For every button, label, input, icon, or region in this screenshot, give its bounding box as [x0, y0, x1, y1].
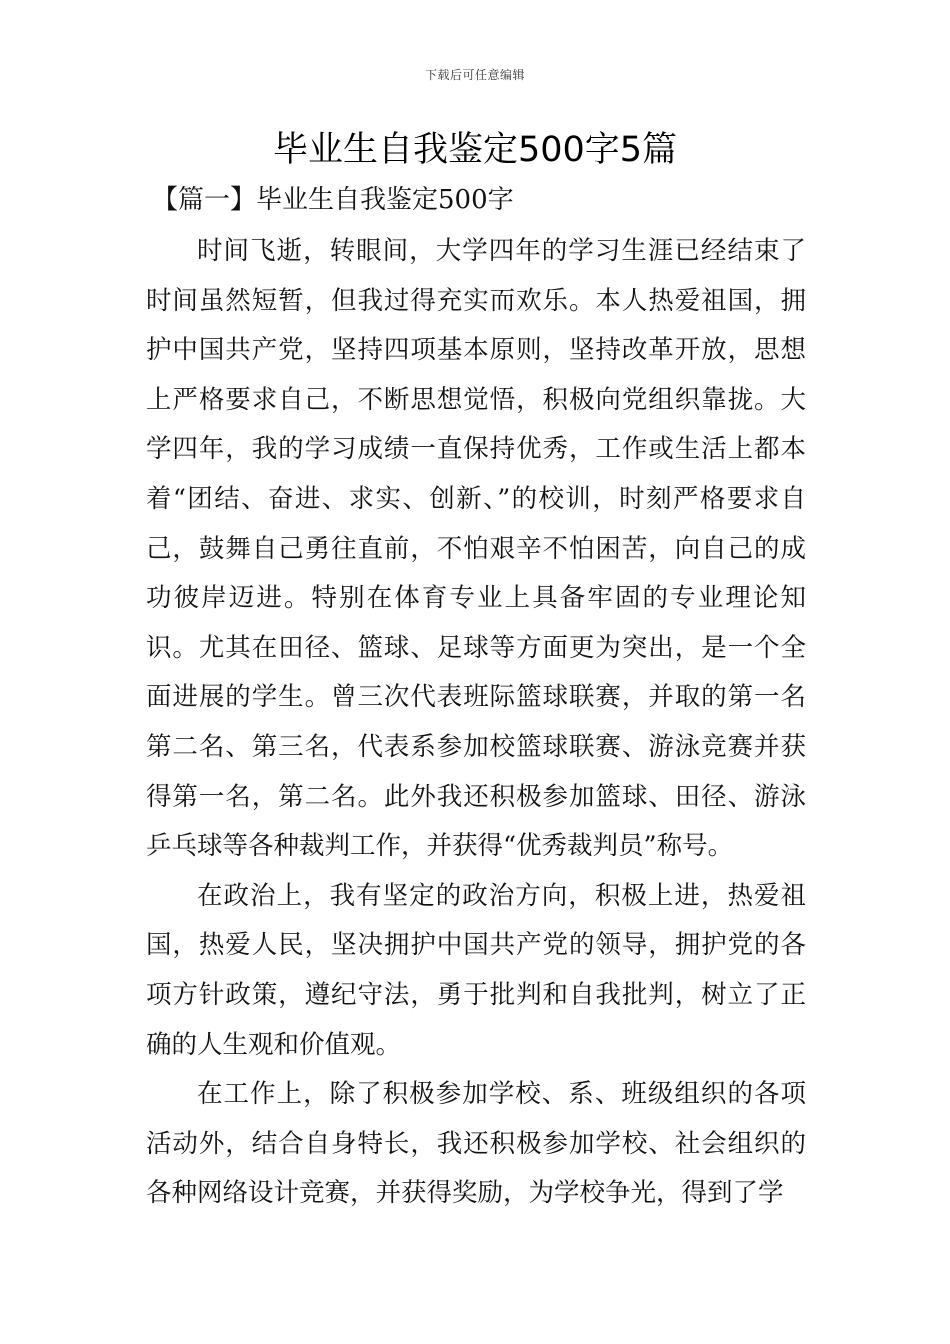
- paragraph-2: 在政治上，我有坚定的政治方向，积极上进，热爱祖国，热爱人民，坚决拥护中国共产党的领导，拥护党的各项方针政策，遵纪守法，勇于批判和自我批判，树立了正确的人生观和价值观。: [146, 880, 806, 1060]
- paragraph-1: 时间飞逝，转眼间，大学四年的学习生涯已经结束了时间虽然短暂，但我过得充实而欢乐。本人热爱祖国，拥护中国共产党，坚持四项基本原则，坚持改革开放，思想上严格要求自己，不断思想觉悟，积极向党组织靠拢。大学四年，我的学习成绩一直保持优秀，工作或生活上都本着“团结、奋进、求实、创新、”的校训，时刻严格要求自己，鼓舞自己勇往直前，不怕艰辛不怕困苦，向自己的成功彼岸迈进。特别在体育专业上具备牢固的专业理论知识。尤其在田径、篮球、足球等方面更为突出，是一个全面进展的学生。曾三次代表班际篮球联赛，并取的第一名第二名、第三名，代表系参加校篮球联赛、游泳竞赛并获得第一名，第二名。此外我还积极参加篮球、田径、游泳乒乓球等各种裁判工作，并获得“优秀裁判员”称号。: [146, 236, 806, 862]
- header-note: 下载后可任意编辑: [424, 68, 525, 82]
- paragraph-3: 在工作上，除了积极参加学校、系、班级组织的各项活动外，结合自身特长，我还积极参加学校、社会组织的各种网络设计竞赛，并获得奖励，为学校争光，得到了学: [146, 1079, 806, 1209]
- section-heading: 【篇一】毕业生自我鉴定500字: [152, 185, 514, 215]
- document-body: [146, 227, 806, 1219]
- document-title: 毕业生自我鉴定500字5篇: [272, 130, 678, 170]
